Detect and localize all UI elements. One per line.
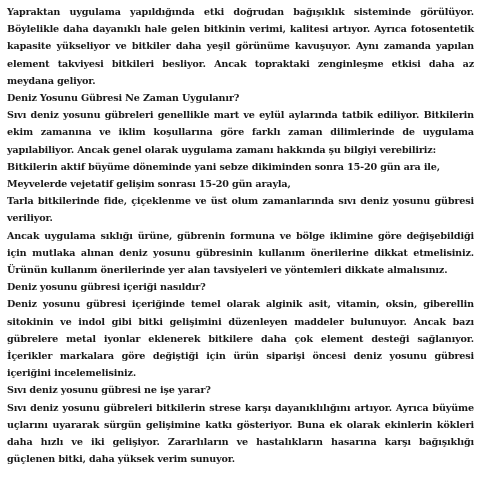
paragraph-benefits: Sıvı deniz yosunu gübreleri bitkilerin strese karşı dayanıklılığını artıyor. Ayrıca büyüme uçlarını uyararak sürgün gelişimine katkı gösteriyor. Buna ek olarak ekinlerin kökleri daha hızlı ve iki gelişiyor. Zararlıların ve hastalıkların hasarına karşı bağışıklığı güçlenen bitki, daha yüksek verim sunuyor. [7,402,474,466]
paragraph-field-crops: Tarla bitkilerinde fide, çiçeklenme ve üst olum zamanlarında sıvı deniz yosunu gübresi veriliyor. [7,196,474,225]
paragraph-usage-frequency: Ancak uygulama sıklığı ürüne, gübrenin formuna ve bölge iklimine göre değişebildiği için mutlaka alınan deniz yosunu gübresinin kullanım önerilerine dikkat etmelisiniz. Ürünün kullanım önerilerinde yer alan tavsiyeleri ve yöntemleri dikkate almalısınız. [7,230,474,277]
paragraph-content-details: Deniz yosunu gübresi içeriğinde temel olarak alginik asit, vitamin, oksin, giberellin sitokinin ve indol gibi bitki gelişimini düzenleyen maddeler bulunuyor. Ancak bazı gübrelere metal iyonlar eklenerek bitkilere daha çok element desteği sağlanıyor. İçerikler markalara göre değiştiği için ürün siparişi öncesi deniz yosunu gübresi içeriğini incelemelisiniz. [7,299,474,380]
heading-what-does-it-do: Sıvı deniz yosunu gübresi ne işe yarar? [7,385,211,397]
heading-content: Deniz yosunu gübresi içeriği nasıldır? [7,282,206,294]
heading-when-to-apply: Deniz Yosunu Gübresi Ne Zaman Uygulanır? [7,93,240,105]
paragraph-application-timing: Sıvı deniz yosunu gübreleri genellikle mart ve eylül aylarında tatbik ediliyor. Bitkilerin ekim zamanına ve iklim koşullarına göre farklı zaman dilimlerinde de uygulama yapılabiliyor. Ancak genel olarak uygulama zamanı hakkında şu bilgiyi verebiliriz: [7,110,474,156]
paragraph-fruit-vegetative: Meyvelerde vejetatif gelişim sonrası 15-20 gün arayla, [7,179,291,191]
paragraph-active-growth: Bitkilerin aktif büyüme döneminde yani sebze dikiminden sonra 15-20 gün ara ile, [7,161,440,173]
paragraph-foliar-application: Yapraktan uygulama yapıldığında etki doğrudan bağışıklık sisteminde görülüyor. Böylelikle daha dayanıklı hale gelen bitkinin verimi, kalitesi artıyor. Ayrıca fotosentetik kapasite yükseliyor ve bitkiler daha yeşil görünüme kavuşuyor. Aynı zamanda yapılan element takviyesi bitkileri besliyor. Ancak topraktaki zenginleşme etkisi daha az meydana geliyor. [7,7,474,87]
